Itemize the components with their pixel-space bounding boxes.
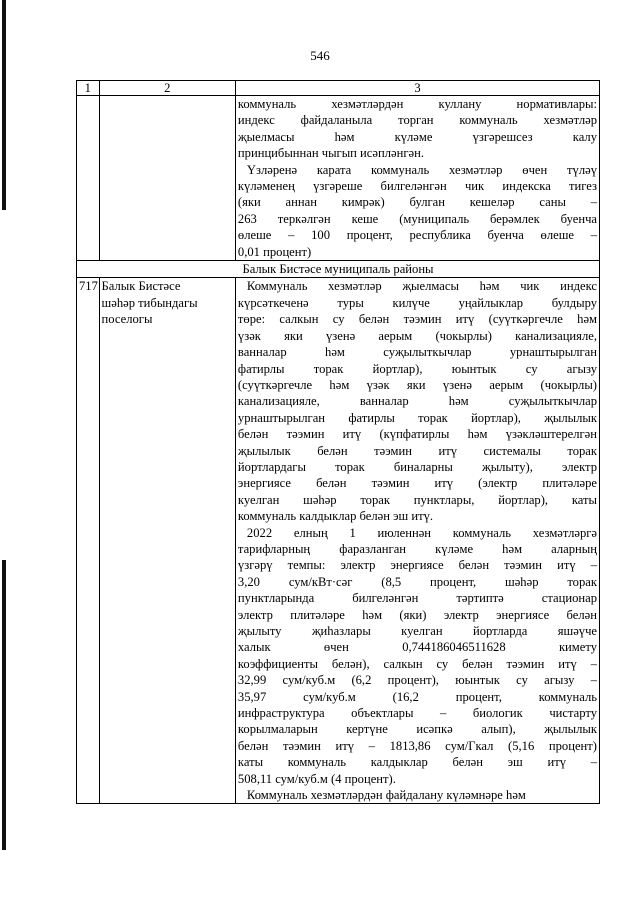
table-row-717 [77, 278, 600, 804]
text-line: белән тәэмин итү (күпфатирлы һәм үзәкләштерелгән [237, 427, 597, 442]
text-line: күләменең үзгәреше билгеләнгән чик индекска тигез [237, 179, 597, 194]
text-line: күрсәткеченә туры килүче уңайлыклар булдыру [237, 295, 597, 310]
text-line: халык өчен 0,744186046511628 кимету [237, 640, 597, 655]
text-line: төре: салкын су белән тәэмин итү (суүткәргечле һәм [237, 312, 597, 327]
text-line: (яки аннан кимрәк) булган кешеләр саны – [237, 195, 597, 210]
text-line: йортлардагы торак биналарны җылыту), электр [237, 459, 597, 474]
text-line: 35,97 сум/куб.м (16,2 процент, коммуналь [237, 689, 597, 704]
text-line: үзәк яки үзенә аерым (чокырлы) канализацияле, [237, 328, 597, 343]
text-line: электр плитәләре һәм (яки) электр энергиясе белән [237, 607, 597, 622]
text-line: 0,01 процент) [237, 244, 312, 259]
table-header-row [77, 81, 600, 96]
text-line: куелган шәһәр торак пунктлары, йортлар), каты [237, 492, 597, 507]
text-line: корылмаларын кертүне исәпкә алып), җылылык [237, 722, 597, 737]
row-name-cell [99, 278, 235, 804]
row-description-cell [235, 278, 599, 804]
text-line: җылылык белән тәэмин итү системалы торак [237, 443, 597, 458]
text-line: Коммуналь хезмәтләрдән файдалану күләмнәре һәм [246, 788, 526, 803]
text-line: үзгәрү темпы: электр энергиясе белән тәэмин итү – [237, 558, 597, 573]
row-name-line: Балык Бистәсе [101, 279, 181, 294]
column-header-3: 3 [235, 81, 599, 96]
text-line: Коммуналь хезмәтләр җыелмасы һәм чик индекс [246, 279, 597, 294]
document-table [76, 80, 600, 804]
text-line: 263 теркәлгән кеше (муниципаль берәмлек буенча [237, 211, 597, 226]
district-title-row [77, 261, 600, 278]
text-line: урнаштырылган фатирлы торак йортлар), җылылык [237, 410, 597, 425]
row-number-cell [77, 96, 100, 261]
text-line: Үзләренә карата коммуналь хезмәтләр өчен түләү [246, 162, 597, 177]
row-name-cell [99, 96, 235, 261]
text-line: җыелмасы һәм күләме үзгәрешсез калу [237, 129, 597, 144]
text-line: 508,11 сум/куб.м (4 процент). [237, 771, 396, 786]
column-header-2: 2 [99, 81, 235, 96]
text-line: өлеше – 100 процент, республика буенча өлеше – [237, 228, 597, 243]
text-line: 2022 елның 1 июленнән коммуналь хезмәтләргә [246, 525, 597, 540]
table-row-continued [77, 96, 600, 261]
scan-edge-mark [2, 560, 6, 850]
text-line: принцибыннан чыгып исәпләнгән. [237, 146, 424, 161]
text-line: 32,99 сум/куб.м (6,2 процент), юынтык су агызу – [237, 673, 597, 688]
text-line: коммуналь хезмәтләрдән куллану нормативлары: [237, 97, 597, 111]
row-name-line: шәһәр тибындагы [101, 295, 198, 310]
text-line: энергиясе белән тәэмин итү (электр плитәләре [237, 476, 597, 491]
text-line: коэффициенты белән), салкын су белән тәэмин итү – [237, 656, 597, 671]
district-title: Балык Бистәсе муниципаль районы [77, 261, 600, 278]
column-header-1: 1 [77, 81, 100, 96]
row-number-cell: 717 [77, 278, 100, 804]
row-name-line: поселогы [101, 312, 153, 327]
text-line: 3,20 сум/кВт·сәг (8,5 процент, шәһәр торак [237, 574, 597, 589]
text-line: фатирлы торак йортлар), юынтык су агызу [237, 361, 597, 376]
text-line: (суүткәргечле һәм үзәк яки үзенә аерым (чокырлы) [237, 377, 597, 392]
text-line: тарифларның фаразланган күләме һәм аларның [237, 541, 597, 556]
text-line: коммуналь калдыклар белән эш итү. [237, 509, 434, 524]
page-number: 546 [310, 48, 330, 63]
text-line: җылыту җиһазлары куелган йортларда яшәүче [237, 624, 597, 638]
text-line: ванналар һәм суҗылыткычлар урнаштырылган [237, 345, 597, 360]
scan-edge-mark [2, 0, 6, 210]
text-line: инфраструктура объектлары – биологик чистарту [237, 706, 597, 721]
text-line: пунктларында билгеләнгән тәртиптә стационар [237, 591, 597, 606]
text-line: канализацияле, ванналар һәм суҗылыткычлар [237, 394, 597, 409]
row-description-cell [235, 96, 599, 261]
text-line: индекс файдаланыла торган коммуналь хезмәтләр [237, 113, 597, 128]
text-line: белән тәэмин итү – 1813,86 сум/Гкал (5,16 процент) [237, 738, 597, 753]
text-line: каты коммуналь калдыклар белән эш итү – [237, 755, 597, 770]
